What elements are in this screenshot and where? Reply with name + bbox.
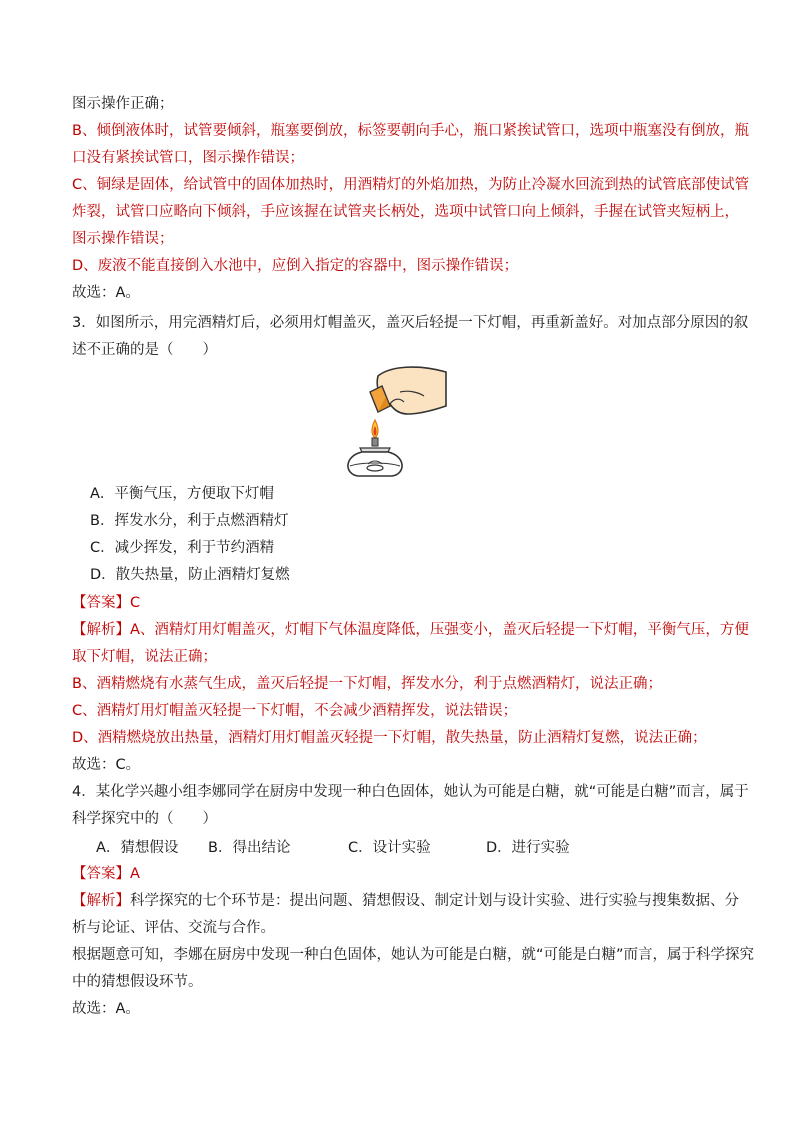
prev-line-5: 炸裂，试管口应略向下倾斜，手应该握在试管夹长柄处，选项中试管口向上倾斜，手握在试管夹短柄上，: [72, 204, 739, 220]
prev-line-6: 图示操作错误；: [72, 231, 174, 247]
q4-option-b: B．得出结论: [208, 840, 291, 856]
q4-analysis-3: 根据题意可知，李娜在厨房中发现一种白色固体，她认为可能是白糖，就“可能是白糖”而言，属于科学探究: [72, 947, 755, 963]
q3-stem-1: 3．如图所示，用完酒精灯后，必须用灯帽盖灭，盖灭后轻提一下灯帽，再重新盖好。对加点部分原因的叙: [72, 315, 749, 331]
q4-stem-1: 4．某化学兴趣小组李娜同学在厨房中发现一种白色固体，她认为可能是白糖，就“可能是白糖”而言，属于: [72, 784, 749, 800]
q3-answer-tag: 【答案】: [72, 595, 130, 611]
q3-answer: C: [130, 595, 141, 611]
q3-analysis-5: D、酒精燃烧放出热量，酒精灯用灯帽盖灭轻提一下灯帽，散失热量，防止酒精灯复燃，说法正确；: [72, 730, 707, 746]
q4-answer-line: [72, 864, 140, 884]
q3-analysis-line-1: [72, 620, 749, 640]
q3-answer-line: [72, 593, 140, 613]
q4-option-a: A．猜想假设: [96, 840, 179, 856]
prev-line-7: D、废液不能直接倒入水池中，应倒入指定的容器中，图示操作错误；: [72, 258, 519, 274]
prev-line-2: B、倾倒液体时，试管要倾斜，瓶塞要倒放，标签要朝向手心，瓶口紧挨试管口，选项中瓶塞没有倒放，瓶: [72, 123, 749, 139]
q3-option-d: D．散失热量，防止酒精灯复燃: [90, 567, 290, 583]
q4-answer: A: [130, 866, 140, 882]
q3-analysis-tag: 【解析】: [72, 622, 130, 638]
q4-answer-tag: 【答案】: [72, 866, 130, 882]
prev-conclusion: 故选：A。: [72, 285, 140, 301]
q4-analysis-1: 科学探究的七个环节是：提出问题、猜想假设、制定计划与设计实验、进行实验与搜集数据、分: [130, 893, 739, 909]
q4-analysis-2: 析与论证、评估、交流与合作。: [72, 920, 275, 936]
q3-analysis-4: C、酒精灯用灯帽盖灭轻提一下灯帽，不会减少酒精挥发，说法错误；: [72, 703, 518, 719]
prev-line-4: C、铜绿是固体，给试管中的固体加热时，用酒精灯的外焰加热，为防止冷凝水回流到热的试管底部使试管: [72, 177, 750, 193]
q3-option-c: C．减少挥发，利于节约酒精: [90, 540, 275, 556]
q4-analysis-line-1: [72, 891, 739, 911]
q3-analysis-3: B、酒精燃烧有水蒸气生成，盖灭后轻提一下灯帽，挥发水分，利于点燃酒精灯，说法正确；: [72, 676, 662, 692]
q3-option-a: A．平衡气压，方便取下灯帽: [90, 486, 274, 502]
q3-analysis-2: 取下灯帽，说法正确；: [72, 649, 217, 665]
alcohol-lamp-with-hand-icon: [338, 362, 450, 478]
q4-stem-2: 科学探究中的（ ）: [72, 811, 217, 827]
prev-line-3: 口没有紧挨试管口，图示操作错误；: [72, 150, 304, 166]
q4-option-d: D．进行实验: [486, 840, 570, 856]
q3-analysis-1: A、酒精灯用灯帽盖灭，灯帽下气体温度降低，压强变小，盖灭后轻提一下灯帽，平衡气压，方便: [130, 622, 749, 638]
q4-option-c: C．设计实验: [348, 840, 431, 856]
q3-option-b: B．挥发水分，利于点燃酒精灯: [90, 513, 289, 529]
q4-analysis-4: 中的猜想假设环节。: [72, 974, 203, 990]
q3-stem-2: 述不正确的是（ ）: [72, 342, 217, 358]
q3-conclusion: 故选：C。: [72, 757, 141, 773]
q4-conclusion: 故选：A。: [72, 1001, 140, 1017]
prev-line-1: 图示操作正确；: [72, 96, 174, 112]
q4-analysis-tag: 【解析】: [72, 893, 130, 909]
